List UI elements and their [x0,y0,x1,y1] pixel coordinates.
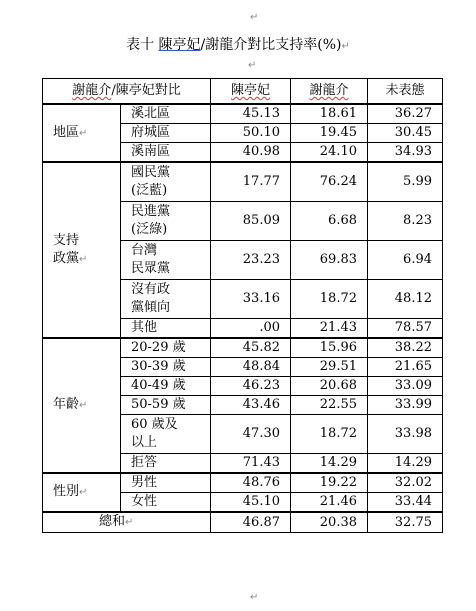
cell-undecided: 21.65 [368,358,443,377]
cell-hsieh: 22.55 [291,396,368,415]
cell-undecided: 38.22 [368,338,443,358]
cell-hsieh: 15.96 [291,338,368,358]
table-row [43,473,443,493]
header-row [43,79,443,105]
cell-hsieh: 18.72 [291,280,368,319]
header-undecided: 未表態 [368,79,443,105]
cell-hsieh: 19.45 [291,124,368,143]
total-chen: 46.87 [211,512,291,533]
cell-undecided: 48.12 [368,280,443,319]
support-rate-table [42,78,443,533]
cell-hsieh: 19.22 [291,473,368,493]
cell-chen: 45.13 [211,104,291,124]
cell-chen: 17.77 [211,162,291,202]
cell-undecided: 33.98 [368,415,443,454]
cell-chen: 45.10 [211,493,291,513]
cell-chen: 46.23 [211,377,291,396]
table-title [0,34,476,54]
cell-hsieh: 20.68 [291,377,368,396]
cell-undecided: 78.57 [368,319,443,339]
row-category: 20-29 歲 [121,338,211,358]
cell-hsieh: 18.72 [291,415,368,454]
cell-chen: 85.09 [211,202,291,241]
row-category: 府城區 [121,124,211,143]
row-category: 30-39 歲 [121,358,211,377]
paragraph-mark: ↵ [341,41,350,52]
cell-chen: 40.98 [211,143,291,163]
cell-chen: 33.16 [211,280,291,319]
cell-chen: 50.10 [211,124,291,143]
cell-undecided: 36.27 [368,104,443,124]
cell-chen: 48.84 [211,358,291,377]
total-undecided: 32.75 [368,512,443,533]
cell-hsieh: 18.61 [291,104,368,124]
cell-undecided: 6.94 [368,241,443,280]
paragraph-mark: ↵ [250,12,259,23]
group-label-region: 地區↵ [43,104,121,162]
row-category: 男性 [121,473,211,493]
cell-undecided: 33.09 [368,377,443,396]
cell-hsieh: 21.46 [291,493,368,513]
row-category: 溪南區 [121,143,211,163]
cell-undecided: 33.44 [368,493,443,513]
cell-undecided: 14.29 [368,454,443,474]
title-separator: / [200,37,206,53]
cell-hsieh: 21.43 [291,319,368,339]
total-label: 總和↵ [43,512,211,533]
cell-undecided: 33.99 [368,396,443,415]
row-category: 沒有政 黨傾向 [121,280,211,319]
row-category: 女性 [121,493,211,513]
cell-hsieh: 14.29 [291,454,368,474]
header-hsieh: 謝龍介 [291,79,368,105]
table-row [43,338,443,358]
title-prefix: 表十 [126,37,155,53]
total-row [43,512,443,533]
row-category: 60 歲及 以上 [121,415,211,454]
cell-hsieh: 76.24 [291,162,368,202]
total-hsieh: 20.38 [291,512,368,533]
cell-chen: 47.30 [211,415,291,454]
cell-chen: 45.82 [211,338,291,358]
cell-chen: 48.76 [211,473,291,493]
row-category: 民進黨 (泛綠) [121,202,211,241]
header-comparison: 謝龍介/陳亭妃對比 [43,79,211,105]
row-category: 其他 [121,319,211,339]
paragraph-mark: ↵ [248,60,257,71]
row-category: 溪北區 [121,104,211,124]
cell-hsieh: 29.51 [291,358,368,377]
table-row [43,162,443,202]
row-category: 拒答 [121,454,211,474]
cell-undecided: 30.45 [368,124,443,143]
table-row [43,104,443,124]
cell-undecided: 8.23 [368,202,443,241]
cell-undecided: 5.99 [368,162,443,202]
cell-chen: 43.46 [211,396,291,415]
cell-undecided: 34.93 [368,143,443,163]
title-candidate-a: 陳亭妃 [158,37,201,53]
group-label-gender: 性別↵ [43,473,121,512]
cell-hsieh: 24.10 [291,143,368,163]
row-category: 40-49 歲 [121,377,211,396]
row-category: 台灣 民眾黨 [121,241,211,280]
cell-chen: .00 [211,319,291,339]
header-chen: 陳亭妃 [211,79,291,105]
cell-hsieh: 69.83 [291,241,368,280]
title-candidate-b: 謝龍介對比支持率(%) [205,37,342,53]
cell-chen: 23.23 [211,241,291,280]
cell-undecided: 32.02 [368,473,443,493]
row-category: 國民黨 (泛藍) [121,162,211,202]
group-label-age: 年齡↵ [43,338,121,473]
cell-chen: 71.43 [211,454,291,474]
row-category: 50-59 歲 [121,396,211,415]
paragraph-mark: ↵ [250,592,259,603]
group-label-party: 支持 政黨↵ [43,162,121,338]
cell-hsieh: 6.68 [291,202,368,241]
